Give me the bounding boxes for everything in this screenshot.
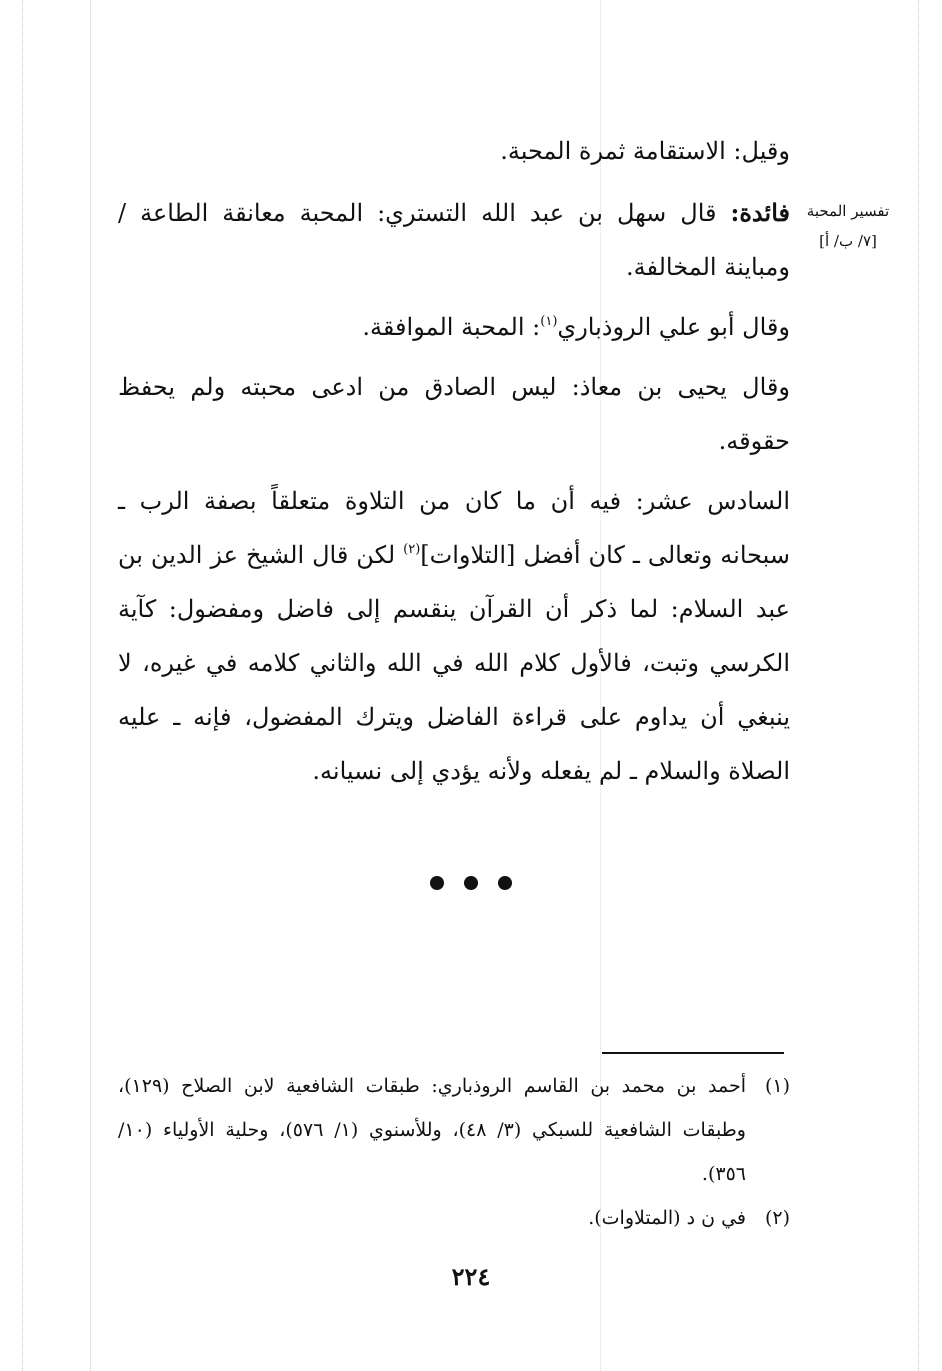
footnote-text: أحمد بن محمد بن القاسم الروذباري: طبقات الشافعية لابن الصلاح (١٢٩)، وطبقات الشافعية للسبكي (٣/ ٤٨)، وللأسنوي (١/ ٥٧٦)، وحلية الأولياء (١٠/ ٣٥٦). (118, 1075, 746, 1185)
footnote-number: (١) (764, 1075, 790, 1097)
paragraph-text: وقال أبو علي الروذباري (557, 313, 790, 341)
main-text (118, 124, 790, 798)
margin-note-title: تفسير المحبة (806, 202, 890, 220)
footnote-reference-1: (١) (540, 314, 558, 329)
scan-guide-line (918, 0, 919, 1371)
footnotes (118, 1064, 790, 1240)
separator-dot-icon (464, 876, 478, 890)
paragraph-lead: فائدة: (730, 198, 790, 227)
paragraph-3 (118, 300, 790, 354)
footnote-reference-2: (٢) (403, 542, 421, 557)
paragraph-5 (118, 474, 790, 798)
scan-guide-line (90, 0, 91, 1371)
paragraph-2 (118, 186, 790, 294)
footnote-2 (118, 1196, 790, 1240)
paragraph-text: قال سهل بن عبد الله التستري: المحبة معانقة الطاعة / ومباينة المخالفة. (118, 199, 790, 281)
paragraph-text: : المحبة الموافقة. (362, 313, 541, 341)
footnote-1 (118, 1064, 790, 1196)
paragraph-text: وقيل: الاستقامة ثمرة المحبة. (500, 137, 790, 165)
margin-note-folio-reference: [٧/ ب/ أ] (819, 232, 877, 250)
paragraph-text: لكن قال الشيخ عز الدين بن عبد السلام: لما ذكر أن القرآن ينقسم إلى فاضل ومفضول: كآية الكرسي وتبت، فالأول كلام الله في الله والثاني كلامه في غيره، لا ينبغي أن يداوم على قراءة الفاضل ويترك المفضول، فإنه ـ عليه الصلاة والسلام ـ لم يفعله ولأنه يؤدي إلى نسيانه. (118, 541, 791, 785)
separator-dot-icon (430, 876, 444, 890)
margin-note (804, 196, 892, 256)
paragraph-text: السادس عشر: فيه أن ما كان من التلاوة متعلقاً بصفة الرب ـ سبحانه وتعالى ـ كان أفضل [التلاوات] (118, 487, 791, 569)
page-number: ٢٢٤ (451, 1262, 491, 1291)
separator-dot-icon (498, 876, 512, 890)
footnote-number: (٢) (764, 1207, 790, 1229)
footnote-text: في ن د (المتلاوات). (588, 1207, 746, 1229)
scan-guide-line (22, 0, 23, 1371)
paragraph-text: وقال يحيى بن معاذ: ليس الصادق من ادعى محبته ولم يحفظ حقوقه. (118, 373, 790, 455)
paragraph-4 (118, 360, 790, 468)
footnote-divider (602, 1052, 784, 1054)
paragraph-1 (118, 124, 790, 178)
section-separator (0, 876, 942, 890)
